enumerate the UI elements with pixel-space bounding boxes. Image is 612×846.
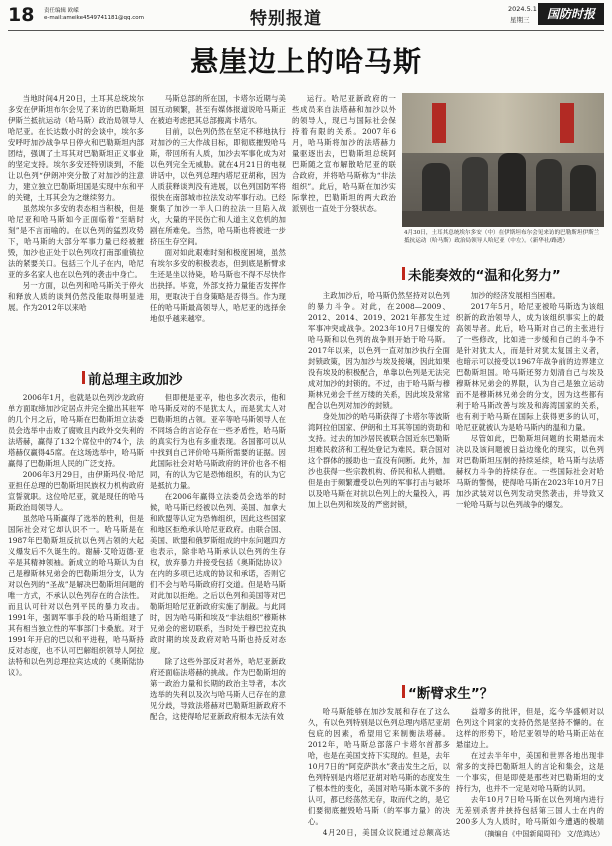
subhead-moderation: 未能奏效的“温和化努力” — [408, 268, 561, 284]
page-number: 18 — [8, 4, 35, 26]
article-col-9 — [456, 706, 604, 828]
news-photo — [402, 93, 604, 227]
article-col-5 — [150, 392, 286, 835]
photo-person — [570, 165, 596, 213]
paragraph: 虽然哈马斯赢得了选举的胜利，但是国际社会对它却认识不一。哈马斯是在1987年巴勒斯坦反抗以色列占领的大起义爆发后不久诞生的。谢赫·艾哈迈德·亚辛是其精神领袖。新成立的哈马斯认为自己是穆斯林兄弟会的巴勒斯坦分支，认为对以色列的“圣战”是解决巴勒斯坦问题的唯一方式，不承认以色列存在的合法性。而且认可针对以色列平民的暴力攻击。1991年，强调军事手段的哈马斯组建了其有相当独立性的军事部门卡桑旅。对于1991年开启的巴以和平进程，哈马斯持反对态度，也不认可巴解组织领导人阿拉法特和以色列总理拉宾达成的《奥斯陆协议》。 — [8, 514, 144, 677]
article-col-1 — [8, 93, 144, 358]
paragraph: 除了这些外部反对者外，哈尼亚新政府还面临法塔赫的挑战。作为巴勒斯坦的第一政治力量和长期的政治主导者，本次选举的失利以及次与哈马斯人已存在的意见分歧，导致法塔赫对巴勒斯坦新政府不配合，这使得哈尼亚新政府根本无法有效 — [150, 657, 286, 721]
paragraph: 但即便是亚辛，他也多次表示，他和哈马斯反对的不是犹太人，而是犹太人对巴勒斯坦的占领。亚辛等哈马斯领导人在不同场合的言论存在一些矛盾性，哈马斯的真实行为也有多重表现。各国都可以从中找到自己评价哈马斯所需要的证据。因此国际社会对哈马斯政府的评价也各不相同，有的认为它是恐怖组织，有的认为它是抵抗力量。 — [150, 393, 286, 490]
article-col-7 — [456, 290, 604, 670]
article-col-6 — [308, 290, 450, 670]
paragraph: 另一方面，以色列和哈马斯关于停火和释放人质的谈判仍然没能取得明显进展。作为2012年以来哈 — [8, 281, 144, 312]
photo-flag — [560, 103, 574, 143]
paragraph: 2006年3月29日，由伊斯玛仪·哈尼亚担任总理的巴勒斯坦民族权力机构政府宣誓就职。这位哈尼亚，就是现任的哈马斯政治局领导人。 — [8, 470, 144, 512]
article-col-2 — [150, 93, 286, 358]
masthead-logo: 国防时报 — [538, 3, 604, 25]
photo-person — [462, 157, 488, 213]
paragraph: 运行。哈尼亚新政府的一些成员来自法塔赫和加沙以外的领导人，现已与国际社会保持着有限的关系。2007年6月，哈马斯将加沙的法塔赫力量驱逐出去，巴勒斯坦总统阿巴斯随之宣布解散哈尼亚的联合政府，并将哈马斯称为“非法组织”。此后，哈马斯在加沙实际掌控，巴勒斯坦的两大政治派别也一直处于分裂状态。 — [292, 94, 396, 213]
article-col-3 — [292, 93, 396, 253]
byline: （摘编自《中国新闻周刊》 文/范鸿达） — [480, 830, 604, 838]
editor-line: 责任编辑 欧嵘 — [44, 8, 79, 14]
subhead-cut-arm: “断臂求生”？ — [408, 686, 494, 702]
paragraph: 哈马斯能够在加沙发展和存在了这么久，有以色列特别是以色列总理内塔尼亚胡包庇的因素，希望用它来制衡法塔赫。2012年，哈马斯总部落户卡塔尔首都多哈，也是在美国支持下实现的。但是，去年10月7日的“阿克萨洪水”袭击发生之后，以色列特别是内塔尼亚胡对哈马斯的态度发生了根本性的变化，美国对哈马斯本就不多的认可，都已经荡然无存，取而代之的，是它们要彻底摧毁哈马斯（的军事力量）的决心。 — [308, 707, 450, 826]
article-col-4 — [8, 392, 144, 835]
paragraph: 益增多的批评，但是，迄今华盛顿对以色列这个同家的支持仍然是坚持不懈的。在这样的形势下，哈尼亚领导的哈马斯正站在悬崖边上。 — [456, 707, 604, 749]
issue-weekday: 星期三 — [510, 16, 530, 24]
subhead-pm-gaza: 前总理主政加沙 — [88, 372, 183, 388]
subhead-marker — [402, 267, 405, 280]
section-title: 特别报道 — [250, 9, 322, 29]
paragraph: 去年10月7日哈马斯在以色列境内进行无差别杀害并挟持包括第三国人士在内的200多人为人质时，哈马斯如今遭遇的极端 — [456, 795, 604, 826]
photo-person — [422, 163, 450, 213]
paragraph: 身处加沙的哈马斯获得了卡塔尔等波斯湾阿拉伯国家、伊朗和土耳其等国的资助和支持。过去的加沙居民被联合国近东巴勒斯坦难民救济和工程处登记为难民。联合国对这个群体的援助也一直没有间断。此外，加沙也获得一些宗教机构、侨民和私人捐赠。但是由于频繁遭受以色列的军事打击与破坏以及哈马斯在对抗以色列上的大量投入，再加上以色列和埃及的严密封锁， — [308, 412, 450, 509]
email-line: e-mail:ameike4549741181@qq.com — [44, 15, 144, 21]
paragraph: 虽然埃尔多安的表态相当积极，但是哈尼亚和哈马斯如今正面临着“至暗时刻”是不言而喻的。在以色列的猛烈攻势下，哈马斯的大部分军事力量已经被摧毁，加沙也正处于以色列攻打南部重镇拉法的紧要关口。包括三个儿子在内，哈尼亚的多名家人也在以色列的袭击中身亡。 — [8, 204, 144, 279]
issue-date: 2024.5.1 — [508, 5, 537, 13]
paragraph: 马斯总部的所在国，卡塔尔近期与美国互动频繁，甚至有媒体报道说哈马斯正在被迫考虑把其总部搬离卡塔尔。 — [150, 94, 286, 125]
paragraph: 在过去半年中，美国和世界各地出现非常多的支持巴勒斯坦人的言论和集会，这是一个事实，但是即使是那些对巴勒斯坦的支持行为，也并不一定是对哈马斯的认同。 — [456, 751, 604, 793]
paragraph: 2017年5月，哈尼亚被哈马斯选为该组织新的政治领导人，成为该组织事实上的最高领导者。此后，哈马斯对自己的主张进行了一些修改，比如进一步缓和自己的斗争不是针对犹太人，而是针对犹太复国主义者，也暗示可以接受以1967年战争前的边界建立巴勒斯坦国。哈马斯还努力划清自己与埃及穆斯林兄弟会的界限，认为自己是独立运动而不是穆斯林兄弟会的分支，因为这些都有利于哈马斯改善与埃及和海湾国家的关系，也有利于哈马斯在国际上获得更多的认可，哈尼亚就被认为是哈马斯内的温和力量。 — [456, 302, 604, 432]
paragraph: 主政加沙后，哈马斯仍然坚持对以色列的暴力斗争。对此，在2008—2009、2012、2014、2019、2021年都发生过军事冲突或战争。2023年10月7日爆发的哈马斯和以色列的战争则开始于哈马斯。2017年以来，以色列一直对加沙执行全面封锁政策，因为加沙与埃及接壤，因此如果没有埃及的积极配合，单靠以色列是无法完成对加沙的封锁的。不过，由于哈马斯与穆斯林兄弟会千丝万缕的关系，因此埃及常常配合以色列对加沙的封锁。 — [308, 291, 450, 410]
paragraph: 4月20日，美国众议院通过总额高达 — [322, 828, 450, 837]
paragraph: 加沙的经济发展相当困难。 — [470, 291, 561, 300]
paragraph: 面对如此艰难时刻和极度困境，虽然有埃尔多安的积极表态，但到底是断臂求生还是坐以待毙，哈马斯也不得不尽快作出抉择。毕竟，外部支持力量能否发挥作用，更取决于自身策略是否得当。作为现任的哈马斯最高领导人，哈尼亚的选择余地似乎越来越窄。 — [150, 248, 286, 323]
photo-person — [536, 159, 562, 213]
article-col-8 — [308, 706, 450, 838]
paragraph: 目前，以色列仍然在坚定不移地执行对加沙的三大作战目标，即彻底摧毁哈马斯，带回所有人质，加沙去军事化成为对以色列完全无威胁。就在4月21日的电视讲话中，以色列总理内塔尼亚胡称，因为人质获释谈判没有进展，以色列国防军将很快在南部城市拉法发动军事行动。已经聚集了加沙一半人口的拉法一旦陷入战火，大量的平民伤亡和人道主义危机的加剧在所难免。当然，哈马斯也将被进一步挤压生存空间。 — [150, 127, 286, 246]
paragraph: 当地时间4月20日，土耳其总统埃尔多安在伊斯坦布尔会见了来访的巴勒斯坦伊斯兰抵抗运动（哈马斯）政治局领导人哈尼亚。在长达数小时的会谈中，埃尔多安呼吁加沙战争早日停火和巴勒斯坦内部团结，强调了土耳其对巴勒斯坦正义事业的坚定支持。埃尔多安还特别谈到，不能让以色列“伊朗冲突分散了对加沙的注意力，建立独立巴勒斯坦国是实现中东和平的关键，土耳其会为之继续努力。 — [8, 94, 144, 202]
subhead-marker — [402, 685, 405, 698]
photo-floor — [402, 211, 604, 227]
headline: 悬崖边上的哈马斯 — [189, 45, 422, 78]
subhead-marker — [82, 371, 85, 384]
paragraph: 在2006年赢得立法委员会选举的时候，哈马斯已经被以色列、美国、加拿大和欧盟等认定为恐怖组织，因此这些国家和地区拒绝承认哈尼亚政府。由联合国、美国、欧盟和俄罗斯组成的中东问题四方也表示，除非哈马斯承认以色列的生存权，放弃暴力并接受包括《奥斯陆协议》在内的多项已达成的协议和承诺，否则它们不会与哈马斯政府打交道。但是哈马斯对此加以拒绝。之后以色列和美国等对巴勒斯坦哈尼亚新政府实施了制裁。与此同时，因为哈马斯和埃及“非法组织”穆斯林兄弟会的密切联系，当时处于穆巴拉克执政时期的埃及政府对哈马斯也持反对态度。 — [150, 492, 286, 655]
photo-flag — [432, 103, 446, 143]
photo-person — [498, 153, 526, 213]
paragraph: 2006年1月，也就是以色列沙龙政府单方面取缔加沙定居点并完全撤出其驻军的几个月之后，哈马斯在巴勒斯坦立法委员会选举中击败了腐败且内政外交失利的法塔赫，赢得了132个席位中的74个，法塔赫仅赢得45席。在这场选举中，哈马斯赢得了巴勒斯坦人民的广泛支持。 — [8, 393, 144, 468]
header-divider — [8, 30, 604, 31]
photo-caption: 4月30日，土耳其总统埃尔多安（中）在伊斯坦布尔会见来访的巴勒斯坦伊斯兰抵抗运动（哈马斯）政治局领导人哈尼亚（中左）。（新华社/路透） — [404, 230, 600, 244]
paragraph: 尽管如此，巴勒斯坦问题的长期悬而未决以及该问题被日益边缘化的现实，以色列对巴勒斯坦压制的持续延续，哈马斯与法塔赫权力斗争的持续存在。一些国际社会对哈马斯的警惕，使得哈马斯在2023年10月7日加沙武装对以色列发动突然袭击，并导致又一轮哈马斯与以色列战争的爆发。 — [456, 434, 604, 509]
